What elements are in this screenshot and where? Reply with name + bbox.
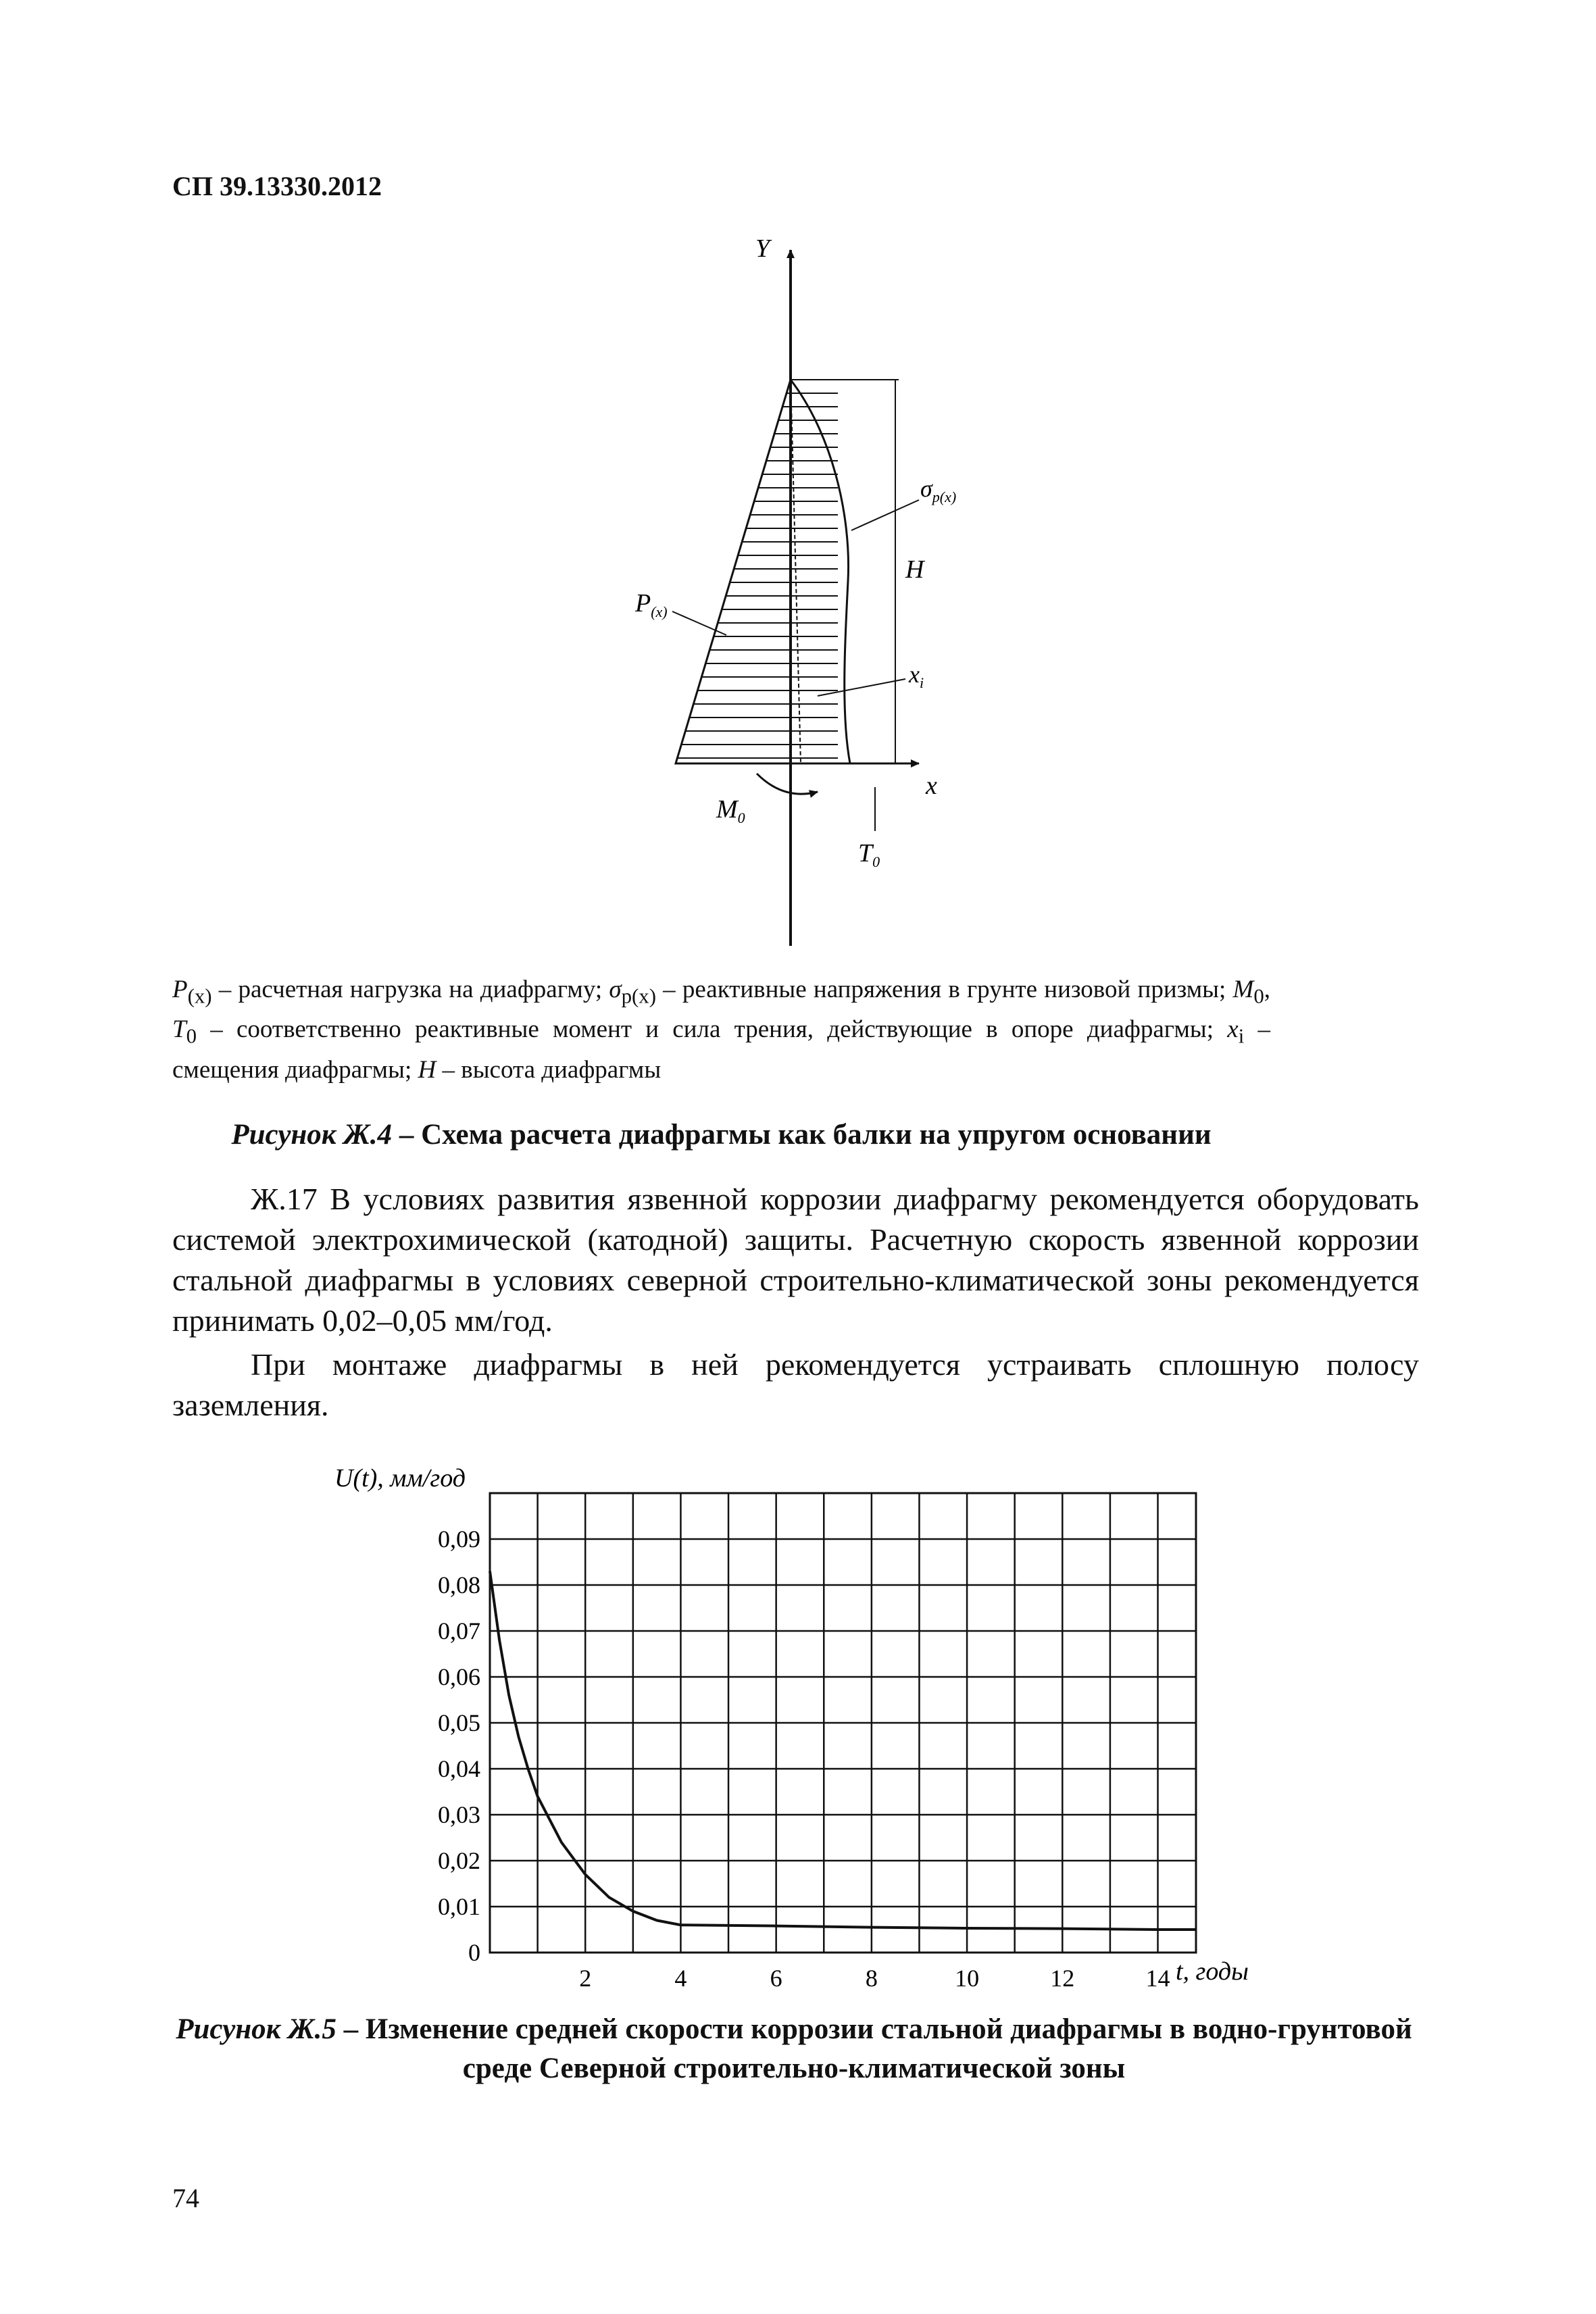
load-hatching: [677, 393, 838, 758]
x-tick-label: 6: [770, 1965, 782, 1992]
y-tick-labels: [438, 1526, 480, 1966]
y-tick-label: 0,08: [438, 1571, 480, 1599]
y-tick-label: 0,09: [438, 1526, 480, 1553]
label-sigma: $\sigma_{p(x)}$: [920, 475, 957, 505]
x-tick-labels: [579, 1965, 1170, 1992]
y-tick-label: 0,01: [438, 1893, 480, 1920]
x-tick-label: 10: [955, 1965, 980, 1992]
label-m0: $M_0$: [716, 795, 745, 826]
displacement-curve: [791, 380, 801, 763]
page-number: 74: [172, 2183, 199, 2213]
y-tick-label: 0,07: [438, 1617, 480, 1644]
x-tick-label: 4: [674, 1965, 687, 1992]
label-t0: $T_0$: [858, 839, 880, 870]
x-axis-title: t, годы: [1176, 1957, 1249, 1986]
figure-4-title: Рисунок Ж.4 – Схема расчета диафрагмы как балки на упругом основании: [231, 1119, 1212, 1151]
x-tick-label: 14: [1145, 1965, 1170, 1992]
figure-5-title: Рисунок Ж.5 – Изменение средней скорости коррозии стальной диафрагмы в водно-грунтовой среде Северной строительно-климатической зоны: [176, 2013, 1412, 2084]
paragraph-grounding: При монтаже диафрагмы в ней рекомендуется устраивать сплошную полосу заземления.: [172, 1347, 1419, 1422]
y-tick-label: 0,03: [438, 1801, 480, 1828]
figure-5-chart: [304, 1453, 1318, 1993]
moment-arc: [757, 774, 818, 794]
load-diagram: [676, 380, 791, 763]
label-y: Y: [755, 234, 770, 263]
document-id: СП 39.13330.2012: [172, 171, 382, 201]
y-tick-label: 0,02: [438, 1847, 480, 1874]
label-p: $P_{(x)}$: [635, 589, 668, 620]
x-tick-label: 12: [1050, 1965, 1075, 1992]
y-tick-label: 0: [468, 1939, 480, 1966]
label-h: H: [905, 555, 924, 584]
figure-4-legend: $P_{(x)}$ – расчетная нагрузка на диафрагму; $\sigma_{p(x)}$ – реактивные напряжения в грунте низовой призмы; $M_0$, $T_0$ – соответственно реактивные момент и сила трения, действующие в опоре диафрагмы; $x_i$ – смещения диафрагмы; H – высота диафрагмы: [172, 976, 1271, 1084]
paragraph-zh17: Ж.17 В условиях развития язвенной коррозии диафрагму рекомендуется оборудовать системой электрохимической (катодной) защиты. Расчетную скорость язвенной коррозии стальной диафрагмы в условиях северной строительно-климатической зоны рекомендуется принимать 0,02–0,05 мм/год.: [172, 1182, 1419, 1338]
x-tick-label: 8: [865, 1965, 878, 1992]
corrosion-rate-series: [490, 1571, 1196, 1930]
y-axis-title: U(t), мм/год: [334, 1464, 466, 1492]
label-x: x: [926, 772, 937, 800]
x-tick-label: 2: [579, 1965, 592, 1992]
y-tick-label: 0,06: [438, 1663, 480, 1690]
y-tick-label: 0,04: [438, 1755, 480, 1782]
y-tick-label: 0,05: [438, 1709, 480, 1736]
figure-4-diagram: [608, 230, 1014, 959]
label-xi: $x_i$: [909, 661, 924, 691]
